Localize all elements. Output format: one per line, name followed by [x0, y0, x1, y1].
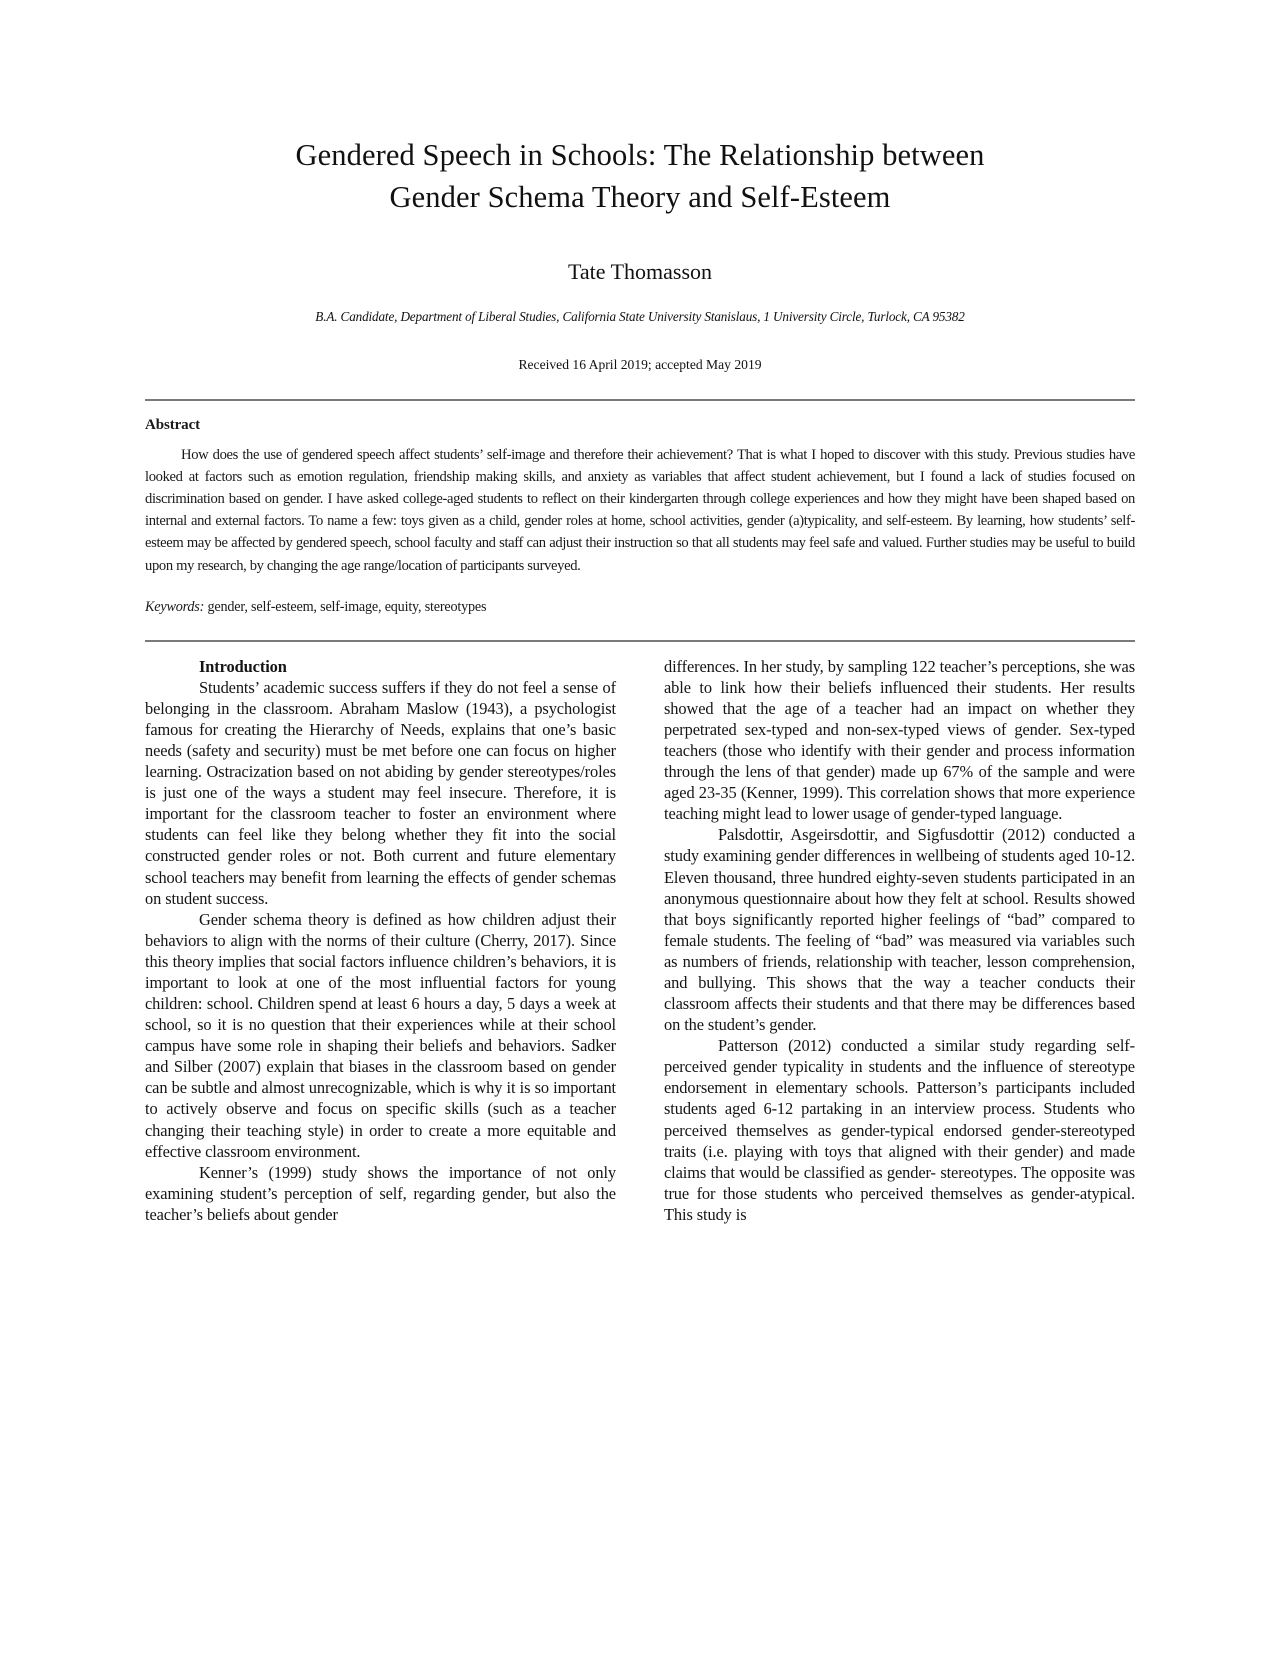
- paragraph: Students’ academic success suffers if they do not feel a sense of belonging in the classroom. Abraham Maslow (1943), a psychologist famous for creating the Hierarchy of Needs, explains that one’s basic needs (safety and security) must be met before one can focus on higher learning. Ostracization based on not abiding by gender stereotypes/roles is just one of the ways a student may feel insecure. Therefore, it is important for the classroom teacher to foster an environment where students can feel like they belong whether they fit into the social constructed gender roles or not. Both current and future elementary school teachers may benefit from learning the effects of gender schemas on student success.: [145, 677, 616, 908]
- keywords-values: gender, self-esteem, self-image, equity, stereotypes: [204, 598, 487, 615]
- keywords-label: Keywords:: [145, 598, 205, 615]
- title-line-2: Gender Schema Theory and Self-Esteem: [389, 180, 891, 215]
- abstract-body: How does the use of gendered speech affect students’ self-image and therefore their achievement? That is what I hoped to discover with this study. Previous studies have looked at factors such as emotion regulation, friendship making skills, and anxiety as variables that affect student achievement, but I found a lack of studies focused on discrimination based on gender. I have asked college-aged students to reflect on their kindergarten through college experiences and how they might have been shaped based on internal and external factors. To name a few: toys given as a child, gender roles at home, school activities, gender (a)typicality, and self-esteem. By learning, how students’ self-esteem may be affected by gendered speech, school faculty and staff can adjust their instruction so that all students may feel safe and valued. Further studies may be useful to build upon my research, by changing the age range/location of participants surveyed.: [145, 446, 1135, 574]
- paragraph: Gender schema theory is defined as how children adjust their behaviors to align with the norms of their culture (Cherry, 2017). Since this theory implies that social factors influence children’s behaviors, it is important to look at one of the most influential factors for young children: school. Children spend at least 6 hours a day, 5 days a week at school, so it is no question that their experiences while at their school campus have some role in shaping their beliefs and behaviors. Sadker and Silber (2007) explain that biases in the classroom based on gender can be subtle and almost unrecognizable, which is why it is so important to actively observe and focus on specific skills (such as a teacher changing their teaching style) in order to create a more equitable and effective classroom environment.: [145, 909, 616, 1161]
- abstract-section: [145, 401, 1135, 616]
- paragraph: differences. In her study, by sampling 122 teacher’s perceptions, she was able to link how their beliefs influenced their students. Her results showed that the age of a teacher had an impact on whether they perpetrated sex-typed and non-sex-typed views of gender. Sex-typed teachers (those who identify with their gender and process information through the lens of that gender) made up 67% of the sample and were aged 23-35 (Kenner, 1999). This correlation shows that more experience teaching might lead to lower usage of gender-typed language.: [664, 656, 1135, 824]
- paragraph: Kenner’s (1999) study shows the importance of not only examining student’s perception of self, regarding gender, but also the teacher’s beliefs about gender: [145, 1162, 616, 1224]
- paragraph: Patterson (2012) conducted a similar study regarding self-perceived gender typicality in students and the influence of stereotype endorsement in elementary schools. Patterson’s participants included students aged 6-12 partaking in an interview process. Students who perceived themselves as gender-typical endorsed gender-stereotyped traits (i.e. playing with toys that aligned with their gender) and made claims that would be classified as gender- stereotypes. The opposite was true for those students who perceived themselves as gender-atypical. This study is: [664, 1036, 1135, 1224]
- section-heading-introduction: Introduction: [199, 656, 287, 676]
- received-dates: Received 16 April 2019; accepted May 2019: [518, 356, 762, 372]
- keywords-line: [145, 599, 1135, 616]
- left-column: [145, 656, 616, 1225]
- right-column: [664, 656, 1135, 1225]
- rule-spacer: [0, 616, 1280, 642]
- front-matter: [0, 0, 1280, 373]
- page-title: [225, 134, 1055, 218]
- author-name: Tate Thomasson: [567, 259, 713, 285]
- author-affiliation: B.A. Candidate, Department of Liberal Studies, California State University Stanislaus, 1 University Circle, Turlock, CA 95382: [315, 308, 965, 324]
- paragraph: Palsdottir, Asgeirsdottir, and Sigfusdottir (2012) conducted a study examining gender differences in wellbeing of students aged 10-12. Eleven thousand, three hundred eighty-seven students participated in an anonymous questionnaire about how they felt at school. Results showed that boys significantly reported higher feelings of “bad” compared to female students. The feeling of “bad” was measured via variables such as numbers of friends, relationship with teacher, lesson comprehension, and bullying. This shows that the way a teacher conducts their classroom affects their students and that there may be differences based on the student’s gender.: [664, 825, 1135, 1035]
- body-columns: [145, 642, 1135, 1225]
- title-line-1: Gendered Speech in Schools: The Relationship between: [295, 138, 985, 172]
- abstract-heading: Abstract: [145, 416, 201, 433]
